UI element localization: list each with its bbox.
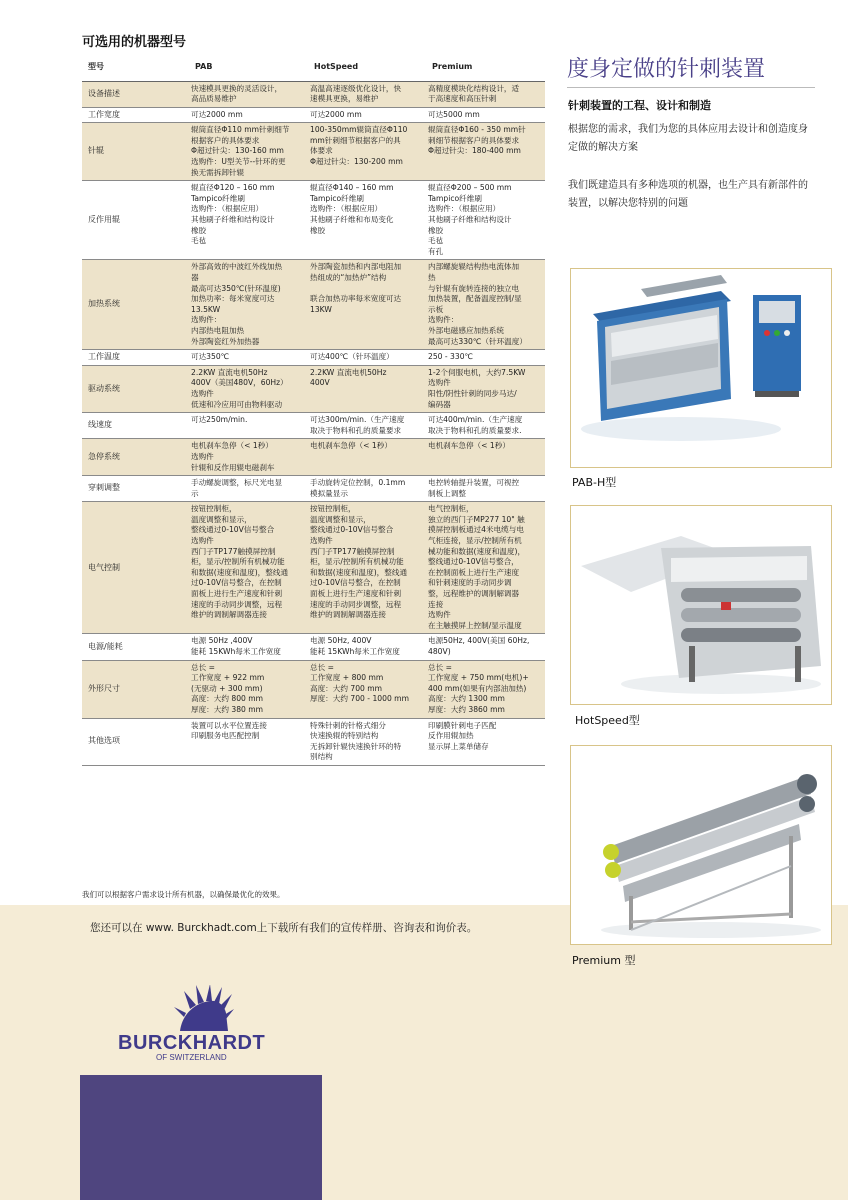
cell-premium: 辊筒直径Φ160 - 350 mm针 刺细节根据客户的具体要求 Φ超过针尖：180-400 mm [426,123,545,181]
cell-pab: 快速模具更换的灵活设计， 高品质易维护 [189,81,308,107]
row-label: 线速度 [82,413,189,439]
cell-premium: 电控转轴提升装置，可视控 制板上调整 [426,476,545,502]
cell-pab: 可达2000 mm [189,107,308,123]
cell-premium: 电机刹车急停（< 1秒） [426,439,545,476]
table-row [82,350,545,366]
cell-premium: 1-2个伺服电机，大约7.5KW 选购件 阳性/阴性针刺的同步马达/ 编码器 [426,365,545,412]
row-label: 反作用辊 [82,181,189,260]
cell-hotspeed: 辊直径Φ140 – 160 mm Tampico纤维刷 选购件：（根据应用） 其他刷子纤维和布局变化 橡胶 [308,181,426,260]
cell-hotspeed: 100-350mm辊筒直径Φ110 mm针刺细节根据客户的具 体要求 Φ超过针尖：130-200 mm [308,123,426,181]
caption-premium: Premium 型 [572,954,636,967]
cell-hotspeed: 2.2KW 直流电机50Hz 400V [308,365,426,412]
purple-color-block [80,1075,322,1200]
caption-pab-h: PAB-H型 [572,476,617,489]
cell-hotspeed: 可达400℃（针环温度） [308,350,426,366]
table-row [82,81,545,107]
row-label: 外形尺寸 [82,660,189,718]
cell-hotspeed: 特殊针刺的针格式细分 快速换辊的特别结构 无拆卸针辊快速换针环的特 别结构 [308,718,426,765]
table-row [82,181,545,260]
cell-pab: 按钮控制柜， 温度调整和显示， 整线通过0-10V信号整合 选购件 西门子TP177触摸屏控制 柜，显示/控制所有机械功能 和数据(速度和温度)，整线通 过0-10V信号整合，在控制 面板上进行生产速度和针刺 速度的手动同步调整，远程 维护的调制解调器连接 [189,502,308,634]
sidebar-title: 度身定做的针刺装置 [567,57,766,82]
row-label: 加热系统 [82,260,189,350]
row-label: 工作温度 [82,350,189,366]
sidebar-paragraph-2: 我们既建造具有多种选项的机器，也生产具有新部件的装置，以解决您特别的问题 [568,180,808,209]
cell-pab: 外部高效的中波红外线加热 器 最高可达350℃(针环温度) 加热功率：每米宽度可达 13.5KW 选购件： 内部热电阻加热 外部陶瓷红外加热器 [189,260,308,350]
cell-hotspeed: 电机刹车急停（< 1秒） [308,439,426,476]
cell-hotspeed: 手动旋转定位控制，0.1mm 模拟量显示 [308,476,426,502]
download-note: 您还可以在 www. Burckhadt.com上下载所有我们的宣传样册、咨询表和询价表。 [90,922,478,934]
logo-subtitle: OF SWITZERLAND [156,1053,227,1062]
cell-hotspeed: 按钮控制柜， 温度调整和显示， 整线通过0-10V信号整合 选购件 西门子TP177触摸屏控制 柜，显示/控制所有机械功能 和数据(速度和温度)，整线通 过0-10V信号整合，在控制 面板上进行生产速度和针刺 速度的手动同步调整，远程 维护的调制解调器连接 [308,502,426,634]
header-pab: PAB [189,55,308,81]
table-title: 可选用的机器型号 [82,35,187,50]
cell-premium: 可达5000 mm [426,107,545,123]
table-row [82,365,545,412]
cell-premium: 高精度模块化结构设计，适 于高速度和高压针刺 [426,81,545,107]
cell-premium: 总长 = 工作宽度 + 750 mm(电机)+ 400 mm(如果有内部油加热) 高度：大约 1300 mm 厚度：大约 3860 mm [426,660,545,718]
sidebar-divider [567,87,815,88]
cell-premium: 内部螺旋辊结构热电流体加 热 与针辊有旋转连接的独立电 加热装置，配备温度控制/显 示板 选购件： 外部电磁感应加热系统 最高可达330℃（针环温度） [426,260,545,350]
sidebar-subtitle: 针刺装置的工程、设计和制造 [568,99,711,112]
cell-hotspeed: 电源 50Hz, 400V 能耗 15KWh每米工作宽度 [308,634,426,660]
table-row [82,660,545,718]
table-row [82,107,545,123]
cell-pab: 可达250m/min. [189,413,308,439]
sidebar-paragraph-1: 根据您的需求，我们为您的具体应用去设计和创造度身定做的解决方案 [568,124,808,153]
header-premium: Premium [426,55,545,81]
pab-h-machine-image [571,269,832,468]
logo-wordmark: BURCKHARDT [118,1032,266,1054]
cell-pab: 电源 50Hz ,400V 能耗 15KWh每米工作宽度 [189,634,308,660]
table-row [82,260,545,350]
cell-pab: 总长 = 工作宽度 + 922 mm (无驱动 + 300 mm) 高度：大约 800 mm 厚度：大约 380 mm [189,660,308,718]
table-footnote: 我们可以根据客户需求设计所有机器，以确保最优化的效果。 [82,890,285,899]
table-row [82,502,545,634]
burckhardt-logo [118,985,288,1065]
premium-machine-image [571,746,832,945]
hedgehog-logo-icon [118,985,288,1033]
row-label: 针辊 [82,123,189,181]
table-row [82,634,545,660]
table-header-row [82,55,545,81]
hotspeed-machine-image [571,506,832,705]
photo-premium [570,745,832,945]
header-hotspeed: HotSpeed [308,55,426,81]
cell-premium: 辊直径Φ200 – 500 mm Tampico纤维刷 选购件：（根据应用） 其他刷子纤维和结构设计 橡胶 毛毡 有孔 [426,181,545,260]
photo-pab-h [570,268,832,468]
cell-pab: 2.2KW 直流电机50Hz 400V（美国480V，60Hz） 选购件 低速和冷应用可由物料驱动 [189,365,308,412]
cell-pab: 装置可以水平位置连接 印刷服务电匹配控制 [189,718,308,765]
table-row [82,413,545,439]
table-row [82,476,545,502]
table-row [82,718,545,765]
cell-premium: 250 - 330℃ [426,350,545,366]
cell-hotspeed: 可达2000 mm [308,107,426,123]
cell-pab: 电机刹车急停（< 1秒） 选购件 针辊和反作用辊电磁刹车 [189,439,308,476]
row-label: 其他选项 [82,718,189,765]
cell-hotspeed: 可达300m/min.（生产速度 取决于物料和孔的质量要求 [308,413,426,439]
machine-spec-table [82,55,545,766]
table-row [82,439,545,476]
cell-hotspeed: 高温高速逐级优化设计，快 速模具更换，易维护 [308,81,426,107]
cell-hotspeed: 总长 = 工作宽度 + 800 mm 高度：大约 700 mm 厚度：大约 700 - 1000 mm [308,660,426,718]
row-label: 穿刺调整 [82,476,189,502]
table-row [82,123,545,181]
cell-premium: 可达400m/min.（生产速度 取决于物料和孔的质量要求. [426,413,545,439]
cell-pab: 辊筒直径Φ110 mm针刺细节 根据客户的具体要求 Φ超过针尖：130-160 mm 选购件：U型关节--针环的更 换无需拆卸针辊 [189,123,308,181]
row-label: 电源/能耗 [82,634,189,660]
header-model: 型号 [82,55,189,81]
caption-hotspeed: HotSpeed型 [575,714,640,727]
cell-pab: 手动螺旋调整，标尺光电显 示 [189,476,308,502]
cell-hotspeed: 外部陶瓷加热和内部电阻加 热组成的“加热炉”结构 联合加热功率每米宽度可达 13KW [308,260,426,350]
cell-pab: 辊直径Φ120 – 160 mm Tampico纤维刷 选购件：（根据应用） 其他刷子纤维和结构设计 橡胶 毛毡 [189,181,308,260]
row-label: 设备描述 [82,81,189,107]
row-label: 驱动系统 [82,365,189,412]
row-label: 急停系统 [82,439,189,476]
photo-hotspeed [570,505,832,705]
row-label: 工作宽度 [82,107,189,123]
cell-pab: 可达350℃ [189,350,308,366]
row-label: 电气控制 [82,502,189,634]
cell-premium: 电源50Hz, 400V(美国 60Hz, 480V) [426,634,545,660]
cell-premium: 电气控制柜， 独立的西门子MP277 10" 触 摸屏控制板通过4米电缆与电 气柜连接，显示/控制所有机 械功能和数据(速度和温度)， 整线通过0-10V信号整合， 在控制面板上进行生产速度 和针刺速度的手动同步调 整，远程维护的调制解调器 连接 选购件 在主触摸屏上控制/显示温度 [426,502,545,634]
cell-premium: 印刷膜针刺电子匹配 反作用辊加热 显示屏上菜单储存 [426,718,545,765]
